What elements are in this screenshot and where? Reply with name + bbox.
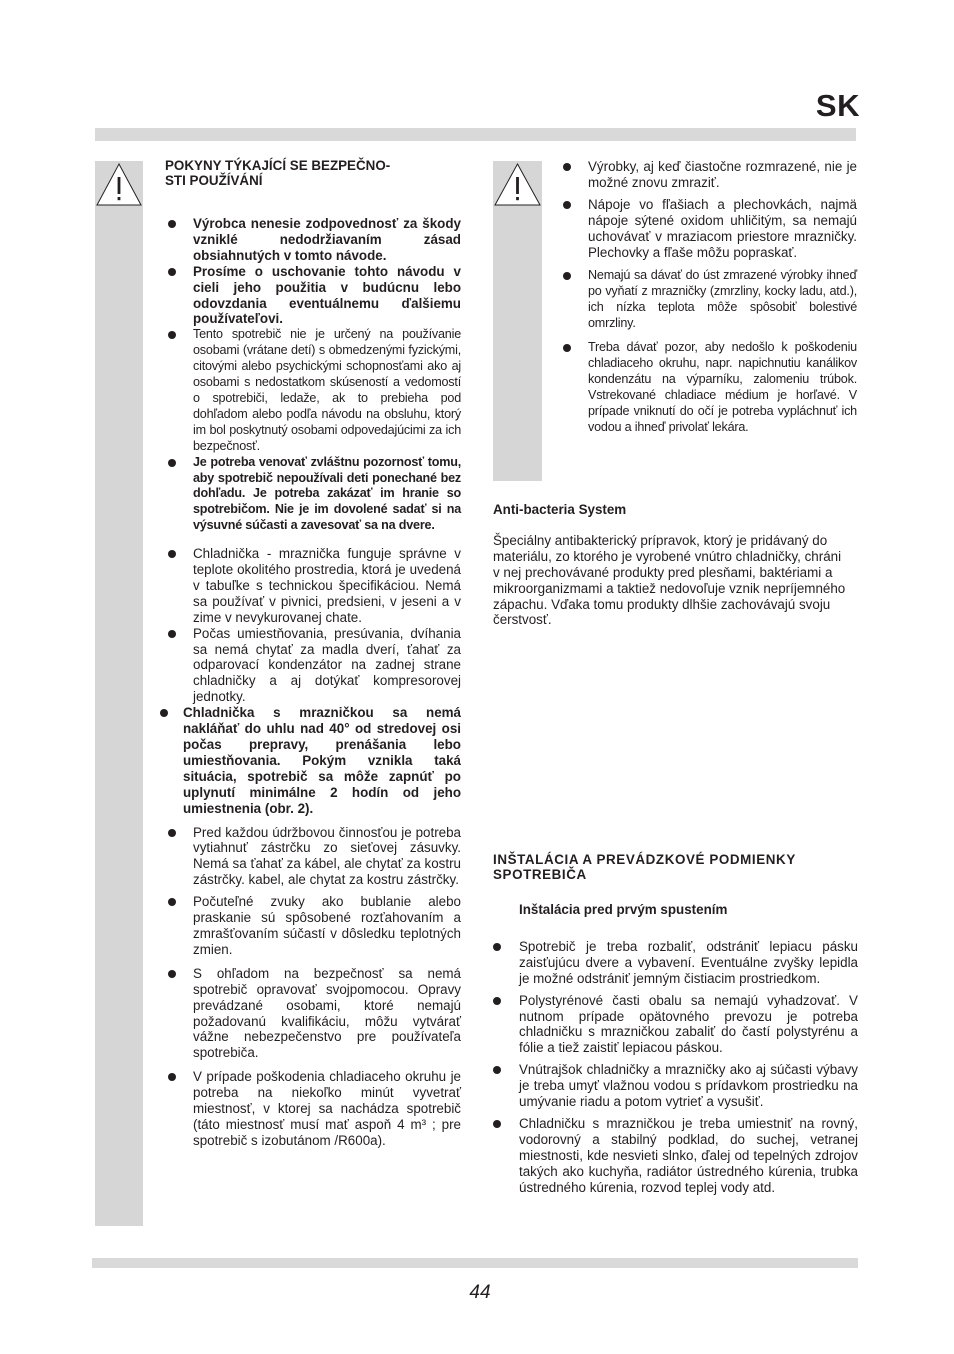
list-item: Nemajú sa dávať do úst zmrazené výrobky ihneď po vyňatí z mrazničky (zmrzliny, kocky ladu, atd.), ich nízka teplota môže spôsobiť bolestivé omrzliny. bbox=[560, 268, 857, 332]
list-item: Výrobca nenesie zodpovednosť za škody vzniklé nedodržiavaním zásad obsiahnutých v tomto návode. bbox=[165, 216, 461, 264]
warning-triangle-icon bbox=[95, 161, 143, 207]
bullet-icon bbox=[168, 268, 176, 276]
list-item: V prípade poškodenia chladiaceho okruhu je potreba na niekoľko minút vyvetrať miestnosť, v ktorej sa nachádza spotrebič (táto miestnosť musí mať aspoň 4 m³ ; pre spotrebič s izobutánom /R600a). bbox=[165, 1069, 461, 1149]
bullet-icon bbox=[563, 201, 571, 209]
installation-list bbox=[493, 939, 858, 1196]
bullet-icon bbox=[168, 898, 176, 906]
bullet-icon bbox=[168, 550, 176, 558]
top-divider-bar bbox=[95, 128, 856, 141]
bullet-icon bbox=[168, 331, 176, 339]
list-item: Chladnička s mrazničkou sa nemá nakláňať do uhlu nad 40° od stredovej osi počas prepravy, prenášania lebo umiestňovania. Pokým vznikla taká situácia, spotrebič sa môže zapnúť po uplynutí minimálne 2 hodín od jeho umiestnenia (obr. 2). bbox=[157, 705, 461, 816]
left-column bbox=[165, 158, 461, 1149]
safety-list bbox=[165, 216, 461, 1149]
list-item: Nápoje vo fľašiach a plechovkách, najmä nápoje sýtené oxidom uhličitým, sa nemajú uchovávať v mraziacom priestore mrazničky. Plechovky a fľaše môžu popraskať. bbox=[560, 197, 857, 261]
bullet-icon bbox=[493, 943, 501, 951]
bullet-icon bbox=[168, 459, 176, 467]
anti-bacteria-heading: Anti-bacteria System bbox=[493, 502, 627, 517]
bullet-icon bbox=[563, 163, 571, 171]
freezer-safety-list bbox=[560, 159, 857, 436]
list-item: Polystyrénové časti obalu sa nemajú vyhadzovať. V nutnom prípade opätovného prevozu je potreba chladničku s mrazničkou zabaliť do častí polystyrénu a fólie a tiež zaistiť lepiacou páskou. bbox=[493, 993, 858, 1057]
anti-bacteria-section bbox=[493, 502, 857, 628]
right-warning-sidebar bbox=[493, 161, 542, 481]
bullet-icon bbox=[563, 272, 571, 280]
list-item: Je potreba venovať zvláštnu pozornosť tomu, aby spotrebič nepoužívali deti ponechané bez dohľadu. Je potreba zakázať im hranie so spotrebičom. Nie je im dovolené sadať si na výsuvné súčasti a zavesovať sa na dvere. bbox=[165, 455, 461, 535]
list-item: Výrobky, aj keď čiastočne rozmrazené, nie je možné znovu zmraziť. bbox=[560, 159, 857, 191]
installation-heading: INŠTALÁCIA A PREVÁDZKOVÉ PODMIENKY SPOTREBIČA bbox=[493, 852, 796, 882]
bullet-icon bbox=[493, 997, 501, 1005]
list-item: Vnútrajšok chladničky a mrazničky ako aj súčasti výbavy je treba umyť vlažnou vodou s prídavkom prostriedku na umývanie riadu a potom vytrieť a vysušiť. bbox=[493, 1062, 858, 1110]
language-code: SK bbox=[815, 88, 860, 123]
bullet-icon bbox=[160, 709, 168, 717]
list-item: Pred každou údržbovou činnosťou je potreba vytiahnuť zástrčku zo sieťovej zásuvky. Nemá sa ťahať za kábel, ale chytať za kostru zástrčky. kabel, ale chytat za kostru zástrčky. bbox=[165, 825, 461, 889]
installation-section bbox=[493, 852, 858, 1196]
bullet-icon bbox=[493, 1066, 501, 1074]
bottom-divider-bar bbox=[92, 1258, 858, 1268]
anti-bacteria-text: Špeciálny antibakterický prípravok, ktorý je pridávaný do materiálu, zo ktorého je vyrobené vnútro chladničky, chráni v nej prechovávané produkty pred plesňami, baktériami a mikroorganizmami a taktiež nedovoľuje vznik nepríjemného zápachu. Vďaka tomu produkty dlhšie zachovávajú svoju čerstvosť. bbox=[493, 532, 846, 628]
bullet-icon bbox=[168, 630, 176, 638]
list-item: S ohľadom na bezpečnosť sa nemá spotrebič opravovať svojpomocou. Opravy prevádzané osobami, ktoré nemajú požadovanú kvalifikáciu, môžu vytvárať vážne nebezpečenstvo pre používateľa spotrebiča. bbox=[165, 966, 461, 1061]
page-number: 44 bbox=[469, 1282, 491, 1303]
list-item: Počas umiestňovania, presúvania, dvíhania sa nemá chytať za madla dverí, ťahať za odparovací kondenzátor na zadnej strane chladničky a aj dotýkať kompresorovej jednotky. bbox=[165, 626, 461, 706]
list-item: Treba dávať pozor, aby nedošlo k poškodeniu chladiaceho okruhu, napr. napichnutiu kanálikov kondenzátu na výparníku, zalomeniu trúbok. Vstrekované chladiace médium je horľavé. V prípade vniknutí do očí je potreba vypláchnuť ich vodou a ihneď privolať lekára. bbox=[560, 340, 857, 435]
bullet-icon bbox=[168, 829, 176, 837]
list-item: Chladnička - mraznička funguje správne v teplote okolitého prostredia, ktorá je uvedená v tabuľke s technickou špecifikáciou. Nemá sa používať v pivnici, predsieni, v jeseni a v zime v nevykurovanej chate. bbox=[165, 546, 461, 626]
list-item: Spotrebič je treba rozbaliť, odstrániť lepiacu pásku zaisťujúcu dvere a vybavení. Eventuálne zvyšky lepidla je možné odstrániť jemným čistiacim prostriedkom. bbox=[493, 939, 858, 987]
bullet-icon bbox=[168, 220, 176, 228]
left-warning-sidebar bbox=[95, 161, 143, 1226]
warning-triangle-icon bbox=[493, 161, 542, 207]
bullet-icon bbox=[493, 1120, 501, 1128]
list-item: Tento spotrebič nie je určený na používanie osobami (vrátane detí) s obmedzenými fyzickými, citovými alebo psychickými schopnosťami ako aj osobami s nedostatkom skúseností a vedomostí o spotrebiči, ledaže, ak to prebieha pod dohľadom alebo podľa návodu na obsluhu, ktorý im bol poskytnutý osobami odpovedajúcimi za ich bezpečnosť. bbox=[165, 327, 461, 454]
bullet-icon bbox=[563, 344, 571, 352]
bullet-icon bbox=[168, 970, 176, 978]
list-item: Chladničku s mrazničkou je treba umiestniť na rovný, vodorovný a stabilný podklad, do suchej, vetranej miestnosti, kde nesvieti slnko, ďalej od tepelných zdrojov takých ako kuchyňa, radiátor ústredného kúrenia, trubka ústredného kúrenia, rozvod teplej vody atd. bbox=[493, 1116, 858, 1196]
right-column bbox=[560, 159, 857, 436]
safety-heading: POKYNY TÝKAJÍCÍ SE BEZPEČNO- STI POUŽÍVÁNÍ bbox=[165, 158, 391, 188]
list-item: Prosíme o uschovanie tohto návodu v cieli jeho použitia v budúcnu lebo odovzdania eventuálnemu ďalšiemu používateľovi. bbox=[165, 264, 461, 328]
bullet-icon bbox=[168, 1073, 176, 1081]
installation-subheading: Inštalácia pred prvým spustením bbox=[519, 902, 728, 917]
list-item: Počuteľné zvuky ako bublanie alebo praskanie sú spôsobené rozťahovaním a zmrašťovaním súčastí v dôsledku teplotných zmien. bbox=[165, 894, 461, 958]
